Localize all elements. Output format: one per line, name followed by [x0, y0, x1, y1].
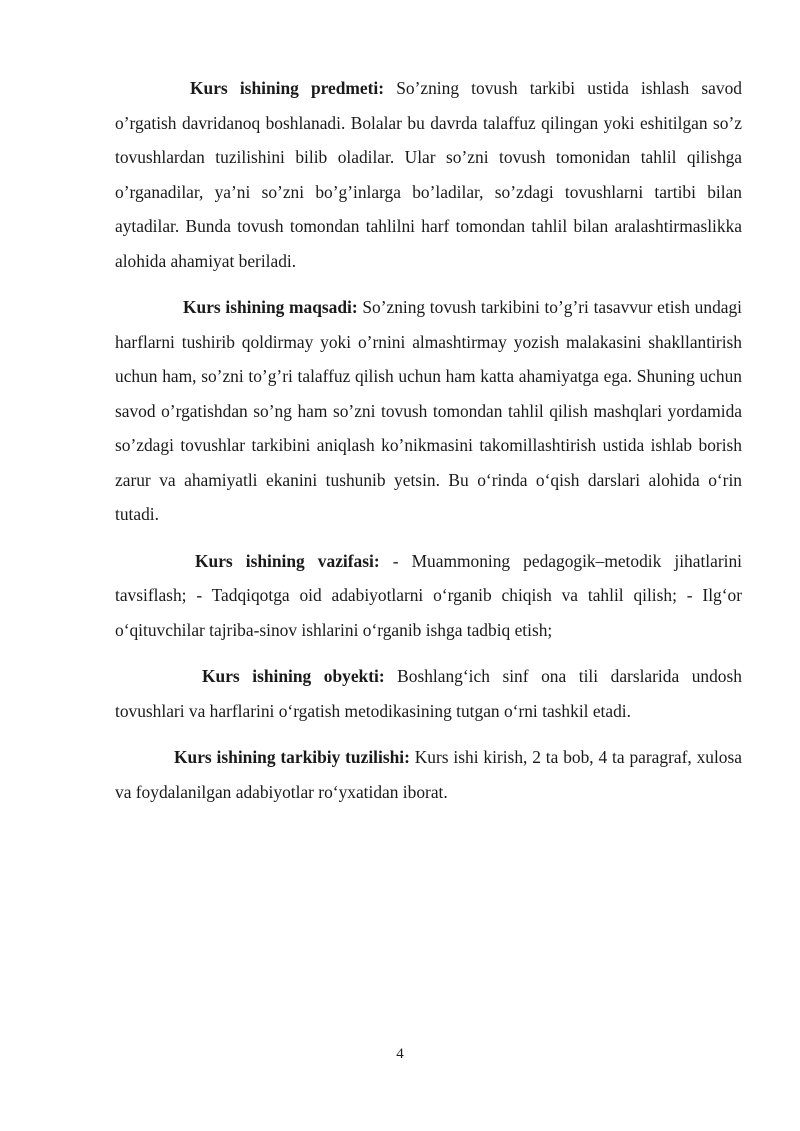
paragraph-heading: Kurs ishining predmeti: — [190, 78, 385, 98]
paragraph-heading: Kurs ishining tarkibiy tuzilishi: — [174, 747, 410, 767]
paragraph-text: Kurs ishi kirish, 2 ta bob, 4 ta paragraf, xulosa va foydalanilgan adabiyotlar ro‘yxatidan iborat. — [115, 747, 742, 802]
paragraph-vazifasi — [115, 544, 742, 648]
page-number: 4 — [396, 1046, 404, 1062]
document-page — [115, 71, 742, 821]
paragraph-heading: Kurs ishining obyekti: — [202, 666, 385, 686]
paragraph-heading: Kurs ishining maqsadi: — [183, 297, 358, 317]
paragraph-text: So’zning tovush tarkibi ustida ishlash savod o’rgatish davridanoq boshlanadi. Bolalar bu davrda talaffuz qilingan yoki eshitilgan so’z tovushlardan tuzilishini bilib oladilar. Ular so’zni tovush tomonidan tahlil qilishga o’rganadilar, ya’ni so’zni bo’g’inlarga bo’ladilar, so’zdagi tovushlarni tartibi bilan aytadilar. Bunda tovush tomondan tahlilni harf tomondan tahlil bilan aralashtirmaslikka alohida ahamiyat beriladi. — [115, 78, 742, 271]
paragraph-text: So’zning tovush tarkibini to’g’ri tasavvur etish undagi harflarni tushirib qoldirmay yoki o’rnini almashtirmay yozish malakasini shakllantirish uchun ham, so’zni to’g’ri talaffuz qilish uchun ham katta ahamiyatga ega. Shuning uchun savod o’rgatishdan so’ng ham so’zni tovush tomondan tahlil qilish mashqlari yordamida so’zdagi tovushlar tarkibini aniqlash ko’nikmasini takomillashtirish ustida ishlab borish zarur va ahamiyatli ekanini tushunib yetsin. Bu o‘rinda o‘qish darslari alohida o‘rin tutadi. — [115, 297, 743, 524]
paragraph-obyekti — [115, 659, 742, 728]
paragraph-text: Boshlang‘ich sinf ona tili darslarida undosh tovushlari va harflarini o‘rgatish metodikasining tutgan o‘rni tashkil etadi. — [115, 666, 742, 721]
paragraph-heading: Kurs ishining vazifasi: — [195, 550, 380, 571]
paragraph-text: - Muammoning pedagogik–metodik jihatlarini tavsiflash; - Tadqiqotga oid adabiyotlarni o‘rganib chiqish va tahlil qilish; - Ilg‘or o‘qituvchilar tajriba-sinov ishlarini o‘rganib ishga tadbiq etish; — [115, 550, 742, 640]
paragraph-tarkibiy-tuzilishi — [115, 740, 742, 809]
paragraph-maqsadi — [115, 290, 742, 532]
paragraph-predmeti — [115, 71, 742, 278]
